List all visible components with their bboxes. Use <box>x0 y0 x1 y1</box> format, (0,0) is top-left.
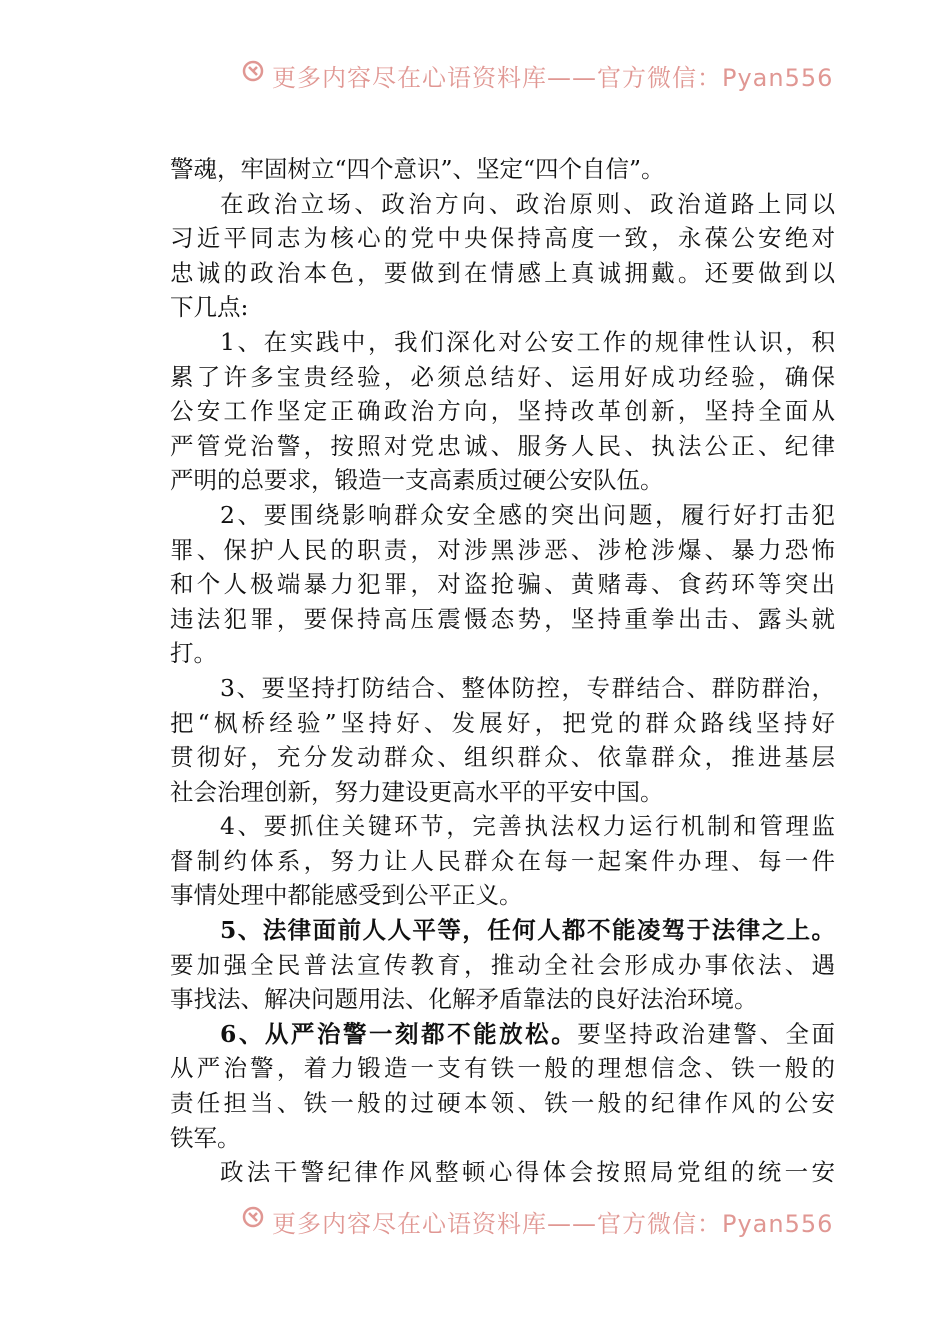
text-line: 1、在实践中，我们深化对公安工作的规律性认识，积 <box>220 327 835 356</box>
bold-heading: 6、从严治警一刻都不能放松。 <box>220 1019 578 1048</box>
text-line: 要加强全民普法宣传教育，推动全社会形成办事依法、遇 <box>170 950 835 979</box>
text-line: 政法干警纪律作风整顿心得体会按照局党组的统一安 <box>220 1158 835 1187</box>
text-line: 严管党治警，按照对党忠诚、服务人民、执法公正、纪律 <box>170 431 835 460</box>
text-line: 把“枫桥经验”坚持好、发展好，把党的群众路线坚持好 <box>170 708 835 737</box>
text-line: 从严治警，着力锻造一支有铁一般的理想信念、铁一般的 <box>170 1054 835 1083</box>
text-line: 严明的总要求，锻造一支高素质过硬公安队伍。 <box>170 466 664 495</box>
text-line: 2、要围绕影响群众安全感的突出问题，履行好打击犯 <box>220 500 835 529</box>
text-line: 事找法、解决问题用法、化解矛盾靠法的良好法治环境。 <box>170 985 758 1014</box>
text-line: 和个人极端暴力犯罪，对盗抢骗、黄赌毒、食药环等突出 <box>170 570 835 599</box>
logo-icon <box>242 60 264 82</box>
text-line: 在政治立场、政治方向、政治原则、政治道路上同以 <box>220 189 835 218</box>
text-line: 督制约体系，努力让人民群众在每一起案件办理、每一件 <box>170 846 835 875</box>
heading-rest: 要坚持政治建警、全面 <box>577 1019 836 1048</box>
text-line: 警魂，牢固树立“四个意识”、坚定“四个自信”。 <box>170 155 665 183</box>
text-line: 3、要坚持打防结合、整体防控，专群结合、群防群治， <box>220 673 835 702</box>
text-line: 打。 <box>170 639 217 668</box>
text-line: 习近平同志为核心的党中央保持高度一致，永葆公安绝对 <box>170 224 835 253</box>
footer-watermark <box>0 1198 950 1238</box>
text-line: 忠诚的政治本色，要做到在情感上真诚拥戴。还要做到以 <box>170 258 835 287</box>
bold-heading-line: 5、法律面前人人平等，任何人都不能凌驾于法律之上。 <box>220 916 835 945</box>
mixed-heading-line <box>170 1017 835 1052</box>
text-line: 事情处理中都能感受到公平正义。 <box>170 881 523 910</box>
logo-icon <box>242 1206 264 1228</box>
text-line: 社会治理创新，努力建设更高水平的平安中国。 <box>170 777 664 806</box>
text-line: 下几点: <box>170 293 249 322</box>
text-line: 铁军。 <box>170 1123 241 1152</box>
header-watermark <box>0 52 950 92</box>
text-line: 4、要抓住关键环节，完善执法权力运行机制和管理监 <box>220 812 835 841</box>
watermark-text: 更多内容尽在心语资料库——官方微信：Pyan556 <box>272 1210 834 1238</box>
text-line: 罪、保护人民的职责，对涉黑涉恶、涉枪涉爆、暴力恐怖 <box>170 535 835 564</box>
text-line: 贯彻好，充分发动群众、组织群众、依靠群众，推进基层 <box>170 743 835 772</box>
text-line: 违法犯罪，要保持高压震慑态势，坚持重拳出击、露头就 <box>170 604 835 633</box>
text-line: 累了许多宝贵经验，必须总结好、运用好成功经验，确保 <box>170 362 835 391</box>
document-body <box>170 152 835 1190</box>
text-line: 责任担当、铁一般的过硬本领、铁一般的纪律作风的公安 <box>170 1089 835 1118</box>
text-line: 公安工作坚定正确政治方向，坚持改革创新，坚持全面从 <box>170 397 835 426</box>
watermark-text: 更多内容尽在心语资料库——官方微信：Pyan556 <box>272 64 834 92</box>
